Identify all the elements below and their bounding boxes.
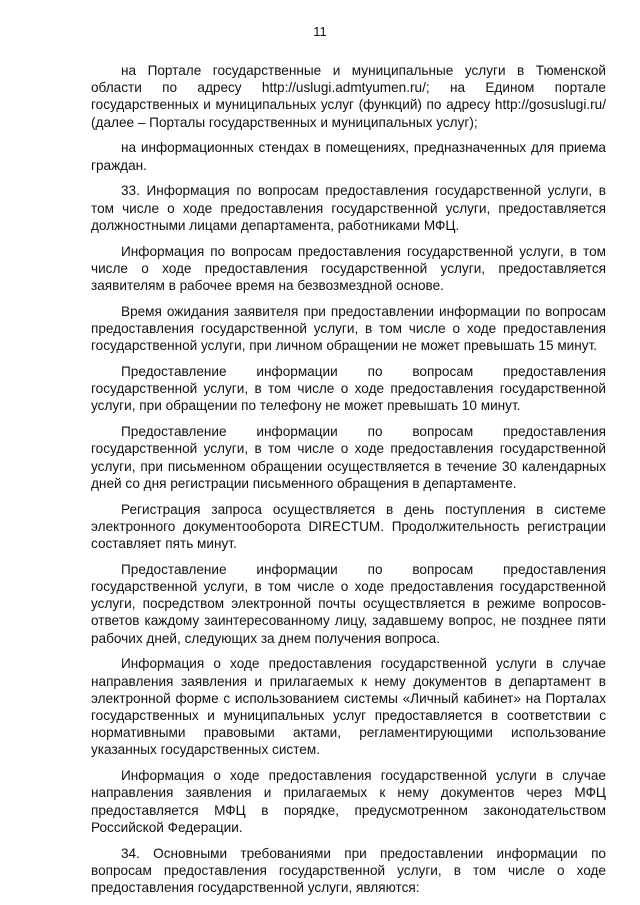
paragraph: Предоставление информации по вопросам предоставления государственной услуги, в том числе о ходе предоставления государственной услуги, при письменном обращении осуществляется в течение 30 календарных дней со дня регистрации письменного обращения в департаменте. xyxy=(91,424,606,491)
paragraph: 34. Основными требованиями при предоставлении информации по вопросам предоставления государственной услуги, в том числе о ходе предоставления государственной услуги, являются: xyxy=(91,845,606,896)
page-number: 11 xyxy=(313,24,327,39)
document-body xyxy=(91,62,606,905)
paragraph: Время ожидания заявителя при предоставлении информации по вопросам предоставления государственной услуги, в том числе о ходе предоставления государственной услуги, при личном обращении не может превышать 15 минут. xyxy=(91,303,606,354)
paragraph: Предоставление информации по вопросам предоставления государственной услуги, в том числе о ходе предоставления государственной услуги, посредством электронной почты осуществляется в режиме вопросов-ответов каждому заинтересованному лицу, задавшему вопрос, не позднее пяти рабочих дней, следующих за днем получения вопроса. xyxy=(91,561,606,646)
paragraph: Информация о ходе предоставления государственной услуги в случае направления заявления и прилагаемых к нему документов в департамент в электронной форме с использованием системы «Личный кабинет» на Порталах государственных и муниципальных услуг предоставляется в соответствии с нормативными правовыми актами, регламентирующими использование указанных государственных систем. xyxy=(91,656,606,758)
paragraph: Информация по вопросам предоставления государственной услуги, в том числе о ходе предоставления государственной услуги, предоставляется заявителям в рабочее время на безвозмездной основе. xyxy=(91,243,606,294)
paragraph: на информационных стендах в помещениях, предназначенных для приема граждан. xyxy=(91,140,606,173)
paragraph: Предоставление информации по вопросам предоставления государственной услуги, в том числе о ходе предоставления государственной услуги, при обращении по телефону не может превышать 10 минут. xyxy=(91,364,606,414)
paragraph: Регистрация запроса осуществляется в день поступления в системе электронного документооборота DIRECTUM. Продолжительность регистрации составляет пять минут. xyxy=(91,501,606,552)
paragraph: Информация о ходе предоставления государственной услуги в случае направления заявления и прилагаемых к нему документов через МФЦ предоставляется МФЦ в порядке, предусмотренном законодательством Российской Федерации. xyxy=(91,768,606,835)
paragraph: на Портале государственные и муниципальные услуги в Тюменской области по адресу http://uslugi.admtyumen.ru/; на Едином портале государственных и муниципальных услуг (функций) по адресу http://gosuslugi.ru/ (далее – Порталы государственных и муниципальных услуг); xyxy=(91,63,606,130)
paragraph: 33. Информация по вопросам предоставления государственной услуги, в том числе о ходе предоставления государственной услуги, предоставляется должностными лицами департамента, работниками МФЦ. xyxy=(91,183,606,233)
